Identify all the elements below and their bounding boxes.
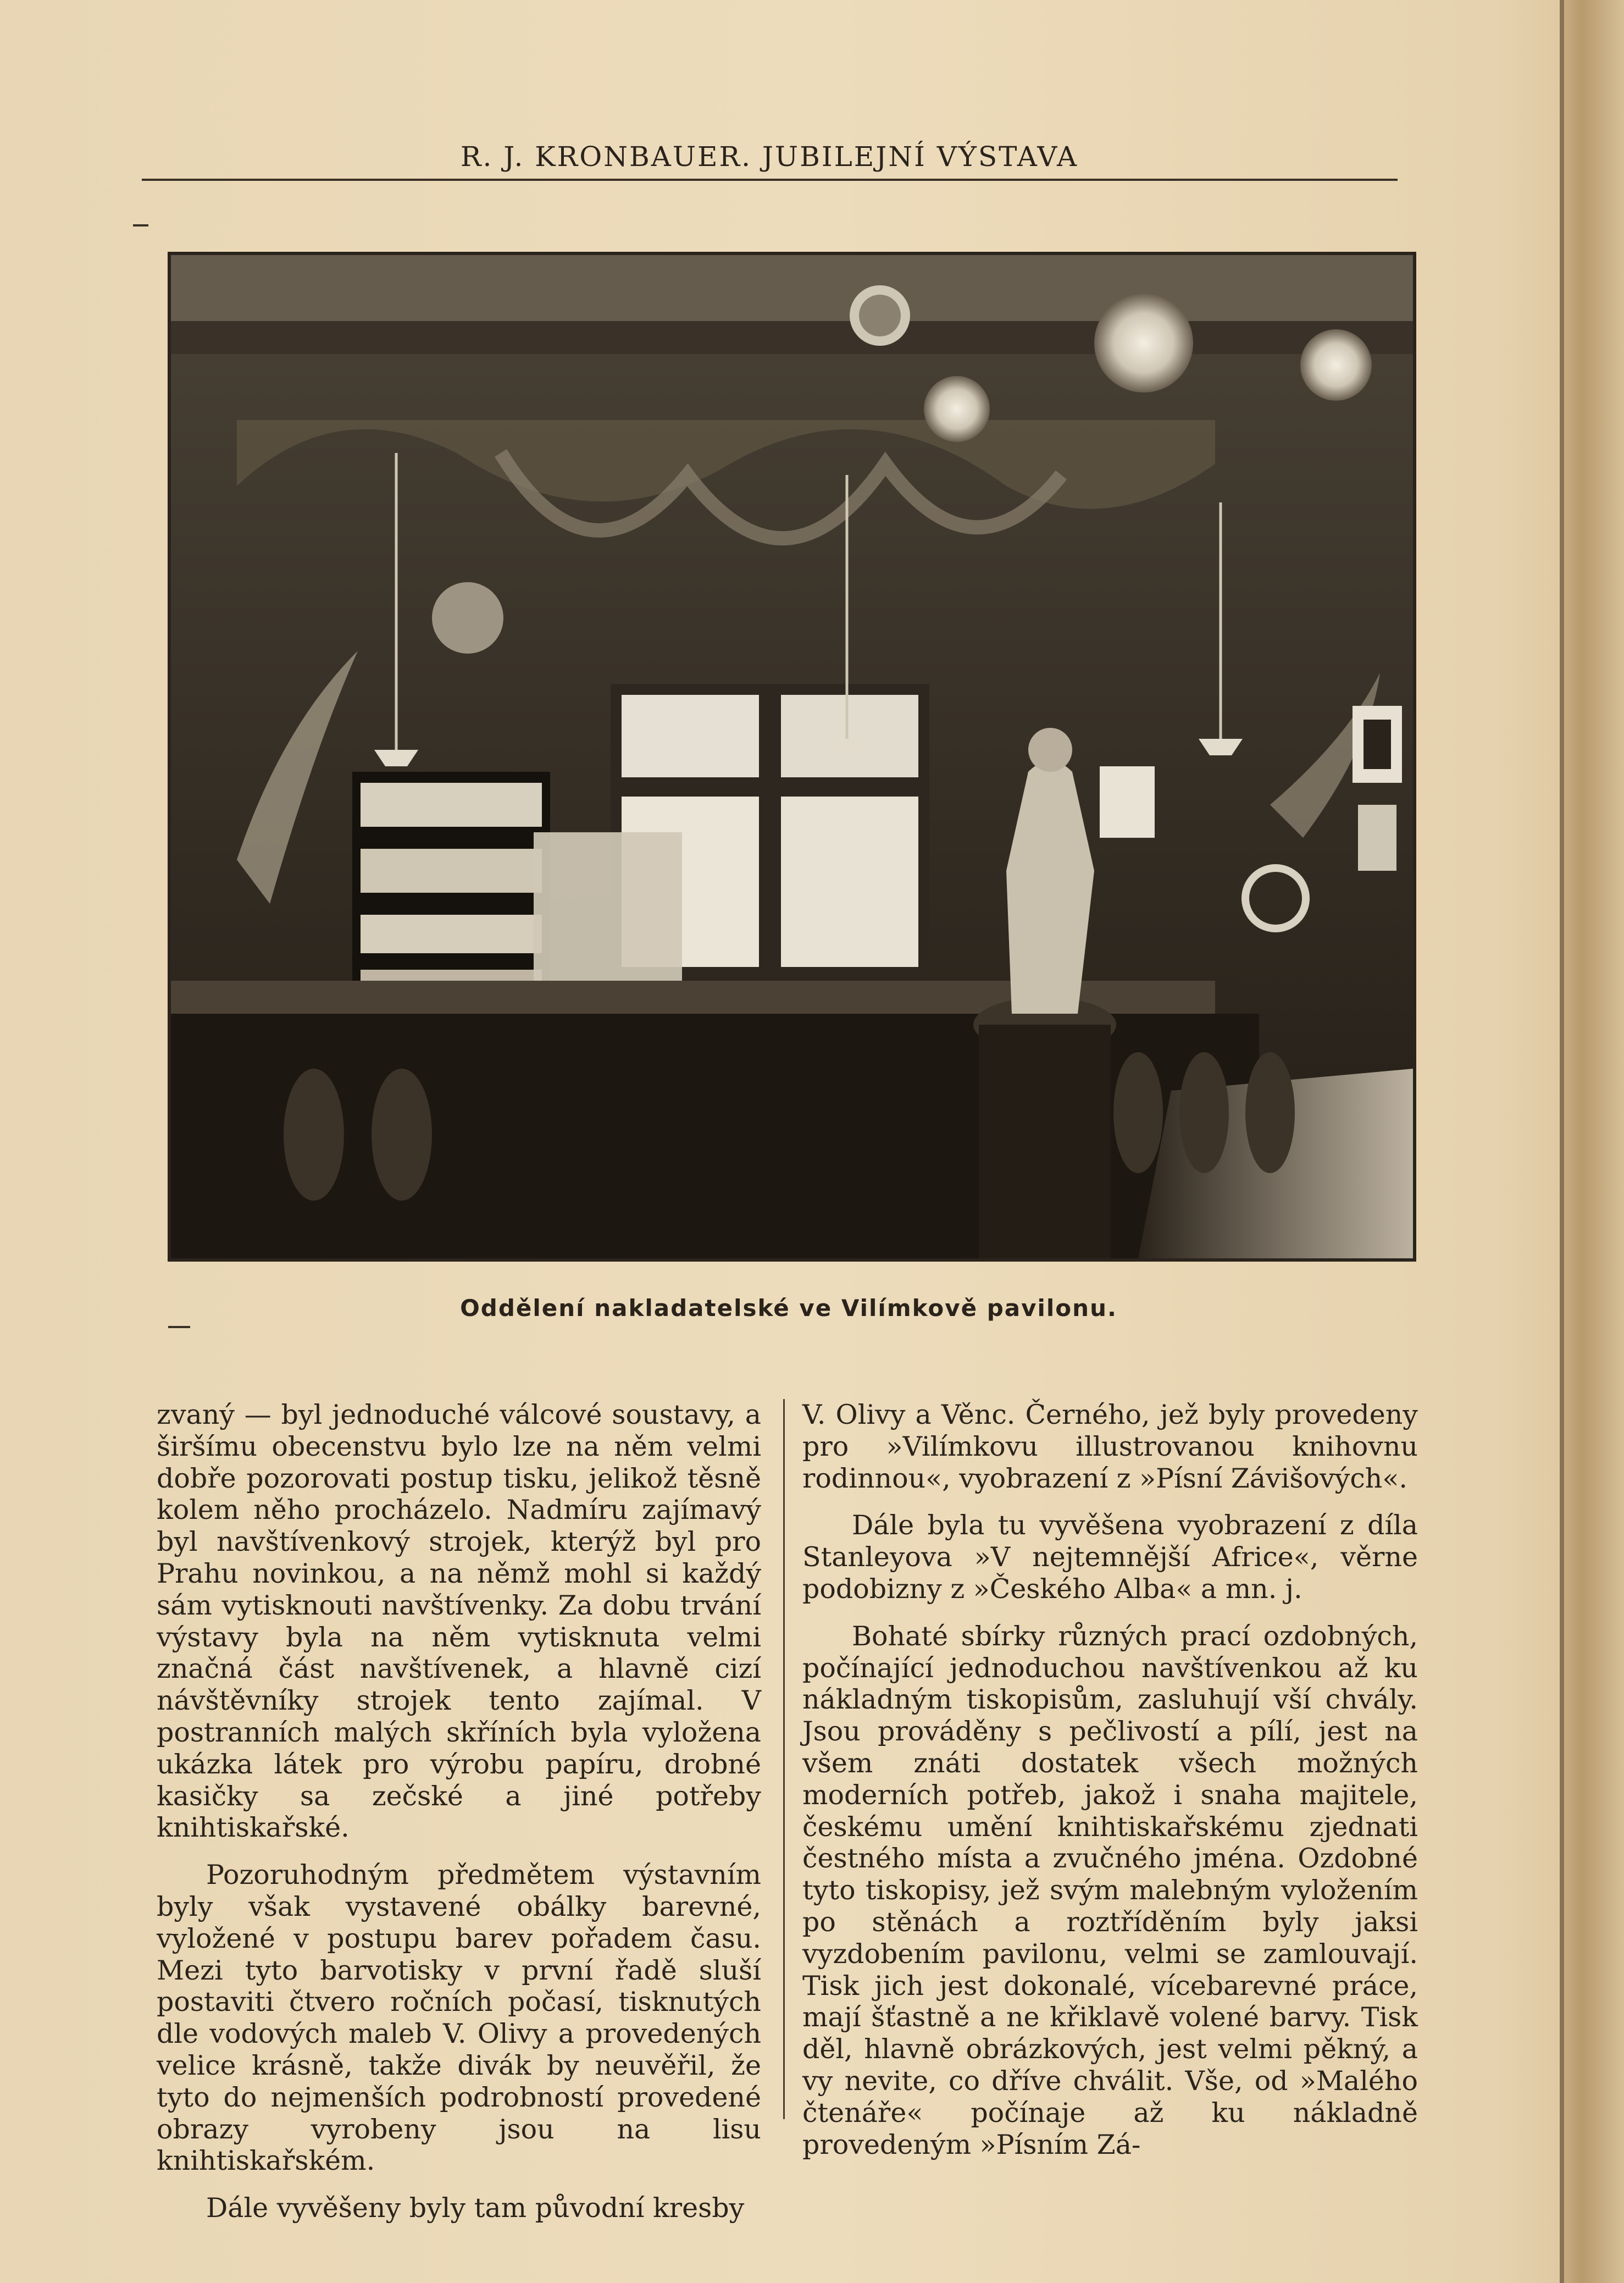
column-rule [783, 1399, 785, 2119]
paragraph: Bohaté sbírky různých prací ozdobných, počínající jednoduchou navštívenkou až ku nákladným tiskopisům, zasluhují vší chvály. Jsou prováděny s pečlivostí a pílí, jest na všem znáti dostatek všech možných moderních potřeb, jakož i snaha majitele, českému umění knihtiskařskému zjednati čestného místa a zvučného jména. Ozdobné tyto tiskopisy, jež svým malebným vyložením po stěnách a roztříděním byly jaksi vyzdobením pavilonu, velmi se zamlouvají. Tisk jich jest dokonalé, vícebarevné práce, mají šťastně a ne křiklavě volené barvy. Tisk děl, hlavně obrázkových, jest velmi pěkný, a vy nevite, co dříve chválit. Vše, od »Malého čtenáře« počínaje až ku nákladně provedeným »Písním Zá- [802, 1620, 1418, 2160]
paragraph: zvaný — byl jednoduché válcové soustavy, a širšímu obecenstvu bylo lze na něm velmi dobře pozorovati postup tisku, jelikož těsně kolem něho procházelo. Nadmíru zajímavý byl navštívenkový strojek, kterýž byl pro Prahu novinkou, a na němž mohl si každý sám vytisknouti navštívenky. Za dobu trvání výstavy byla na něm vytisknuta velmi značná část navštívenek, a hlavně cizí návštěvníky strojek tento zajímal. V postranních malých skříních byla vyložena ukázka látek pro výrobu papíru, drobné kasičky sa zečské a jiné potřeby knihtiskařské. [157, 1399, 761, 1844]
header-rule [142, 179, 1398, 181]
right-column [802, 1399, 1418, 2160]
left-column [157, 1399, 761, 2224]
running-header: R. J. KRONBAUER. JUBILEJNÍ VÝSTAVA [460, 141, 1079, 173]
figure-caption: Oddělení nakladatelské ve Vilímkově pavilonu. [460, 1295, 1117, 1322]
exhibition-photograph [168, 252, 1416, 1262]
paragraph: Dále vyvěšeny byly tam původní kresby [206, 2192, 745, 2224]
page-gutter [1560, 0, 1564, 2283]
margin-mark [133, 224, 148, 226]
margin-mark [168, 1326, 190, 1328]
photograph-illustration [171, 255, 1413, 1258]
paragraph: V. Olivy a Věnc. Černého, jež byly provedeny pro »Vilímkovu illustrovanou knihovnu rodinnou«, vyobrazení z »Písní Závišových«. [802, 1399, 1418, 1494]
page-edge [1564, 0, 1624, 2283]
paragraph: Pozoruhodným předmětem výstavním byly však vystavené obálky barevné, vyložené v postupu barev pořadem času. Mezi tyto barvotisky v první řadě sluší postaviti čtvero ročních počasí, tisknutých dle vodových maleb V. Olivy a provedených velice krásně, takže divák by neuvěřil, že tyto do nejmenších podrobností provedené obrazy vyrobeny jsou na lisu knihtiskařském. [157, 1859, 761, 2177]
paragraph: Dále byla tu vyvěšena vyobrazení z díla Stanleyova »V nejtemnější Africe«, věrne podobizny z »Českého Alba« a mn. j. [802, 1510, 1418, 1605]
